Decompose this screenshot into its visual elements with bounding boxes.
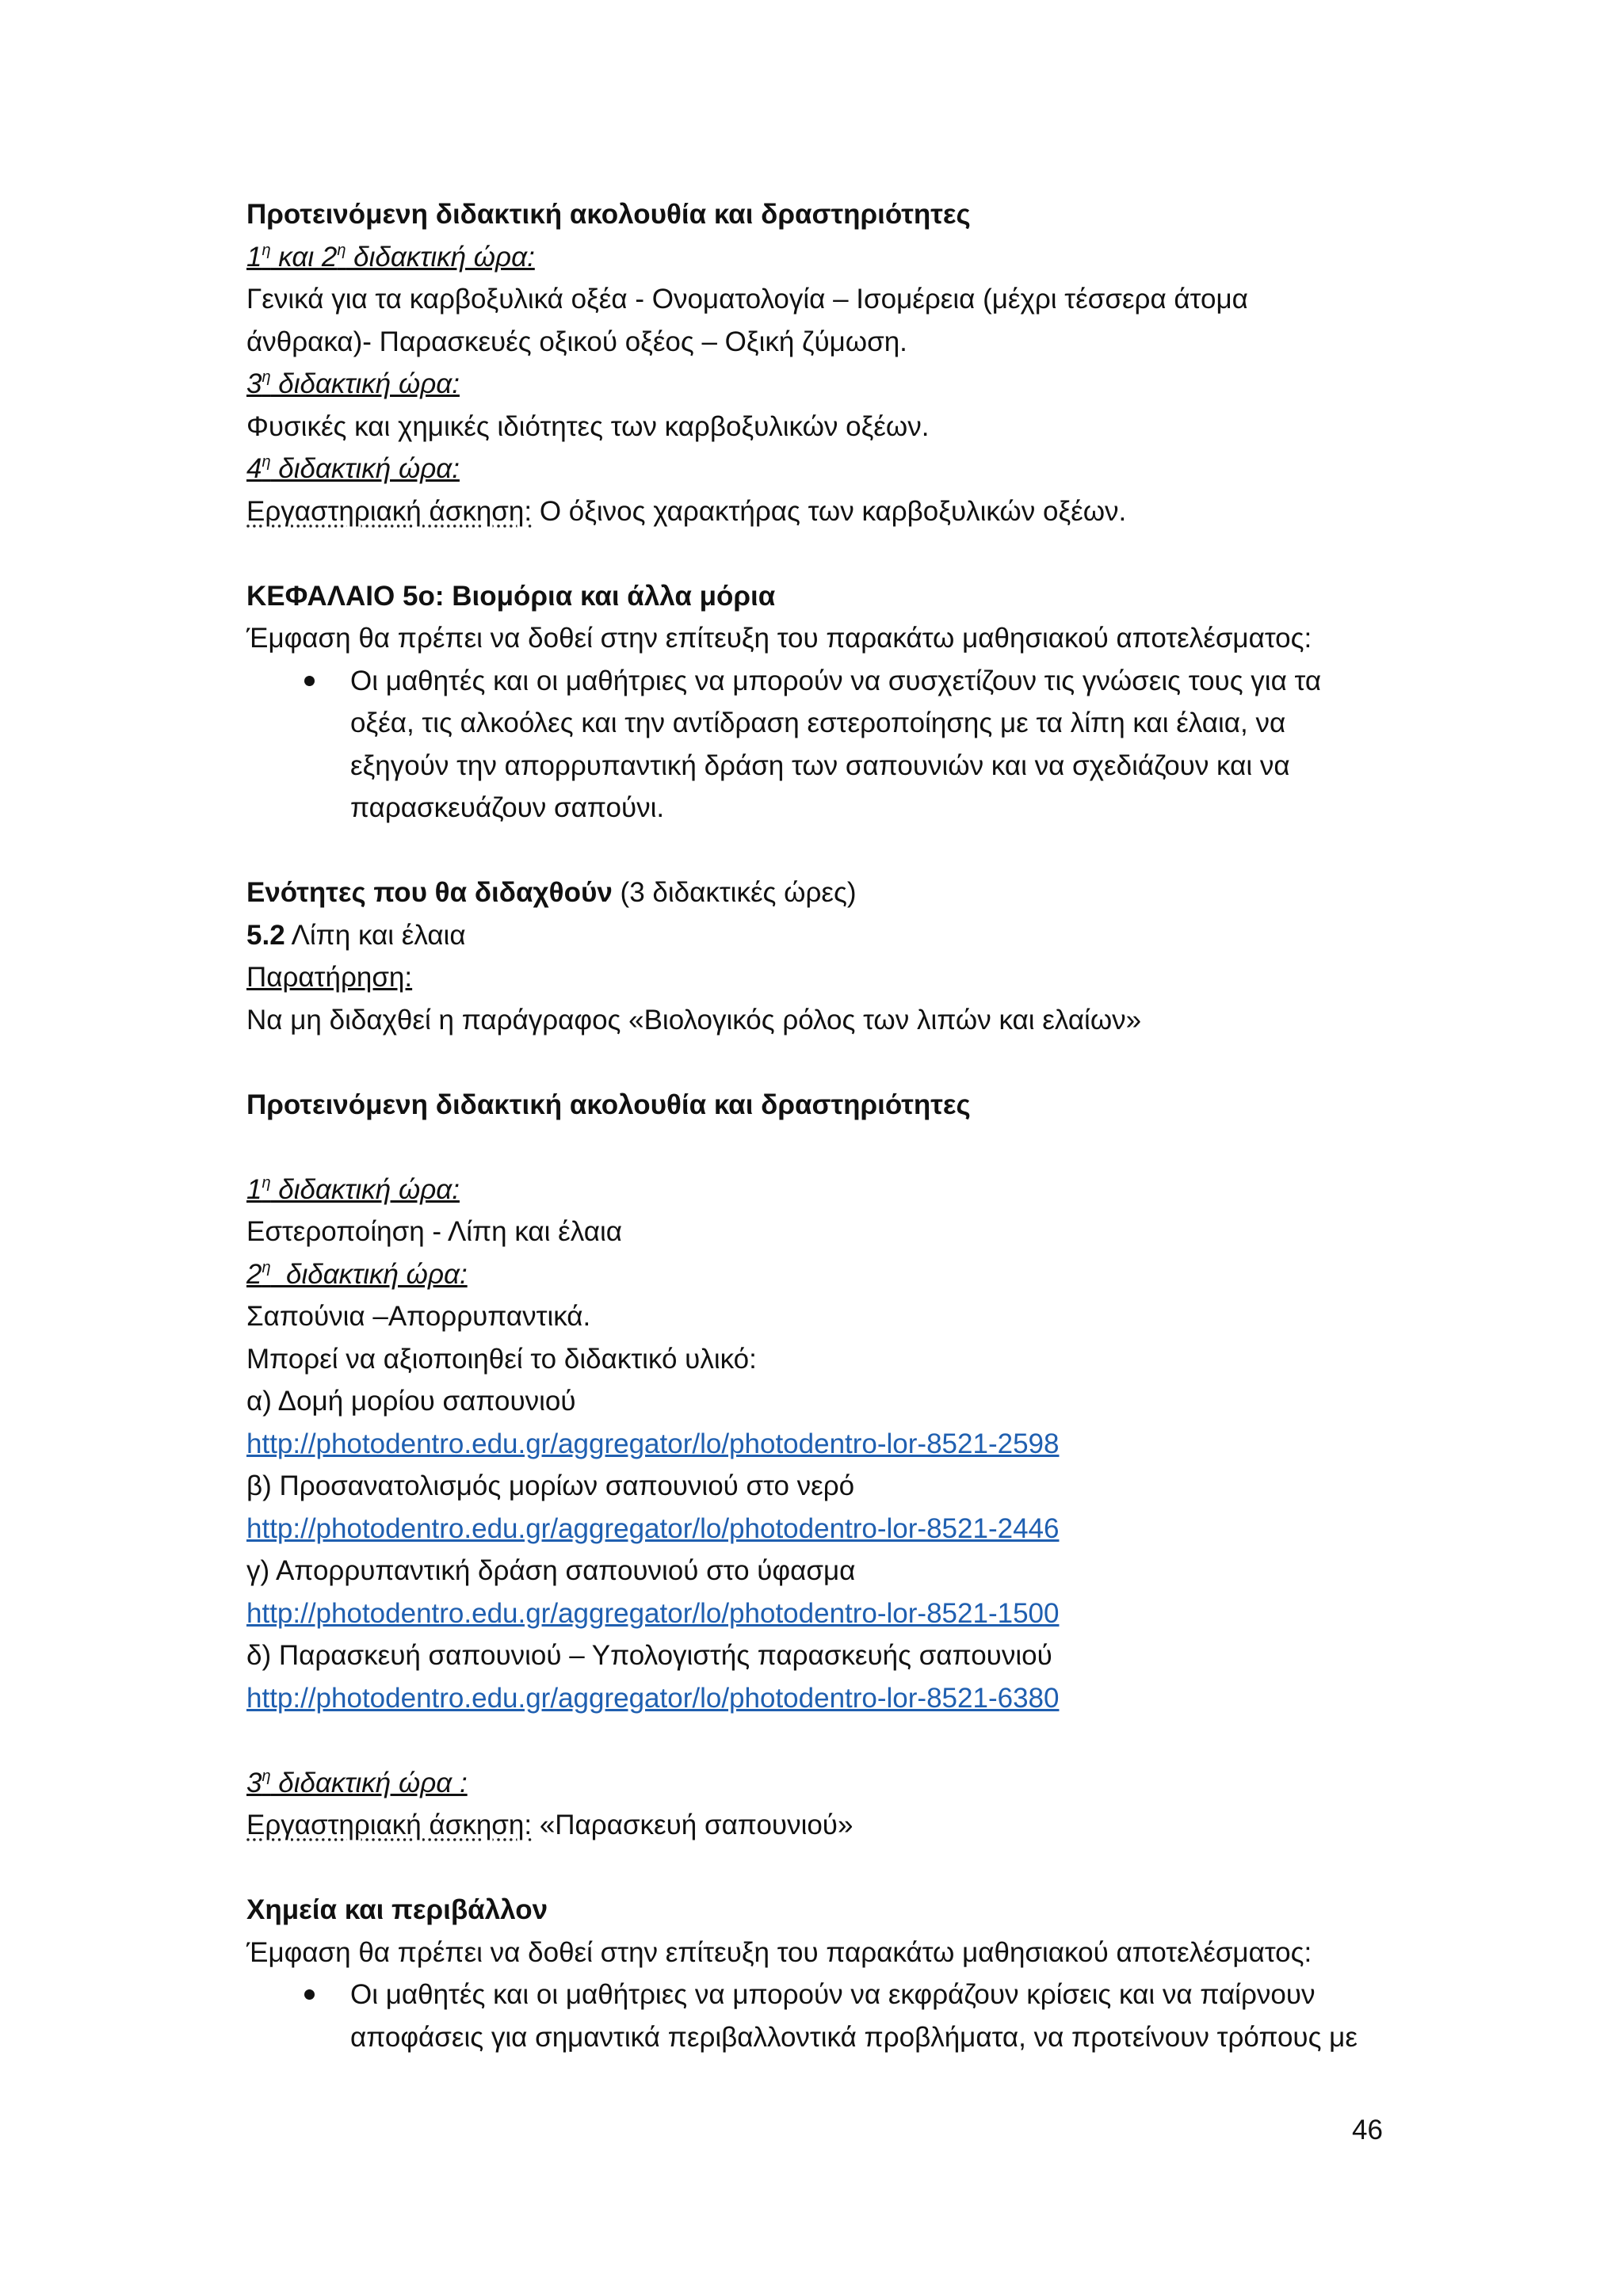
section-heading: Προτεινόμενη διδακτική ακολουθία και δραστηριότητες <box>246 199 971 230</box>
lab-exercise-line: Εργαστηριακή άσκηση: Ο όξινος χαρακτήρας των καρβοξυλικών οξέων. <box>246 495 1127 527</box>
lab-exercise-label: Εργαστηριακή άσκηση: <box>246 495 533 527</box>
bullet-item: Οι μαθητές και οι μαθήτριες να μπορούν να εκφράζουν κρίσεις και να παίρνουν αποφάσεις για σημαντικά περιβαλλοντικά προβλήματα, να προτείνουν τρόπους με <box>246 1974 1396 2058</box>
emphasis-text: Έμφαση θα πρέπει να δοθεί στην επίτευξη του παρακάτω μαθησιακού αποτελέσματος: <box>246 1936 1312 1968</box>
units-line: Ενότητες που θα διδαχθούν (3 διδακτικές ώρες) <box>246 877 857 908</box>
teaching-hour-label: $4^\eta$ διδακτική ώρα: <box>246 453 460 484</box>
section-heading: Χημεία και περιβάλλον <box>246 1894 548 1925</box>
material-link[interactable]: http://photodentro.edu.gr/aggregator/lo/photodentro-lor-8521-6380 <box>246 1682 1060 1714</box>
teaching-hour-label: $3^\eta$ διδακτική ώρα : <box>246 1767 468 1798</box>
page-number: 46 <box>1352 2115 1383 2145</box>
lab-exercise-line: Εργαστηριακή άσκηση: «Παρασκευή σαπουνιού» <box>246 1810 854 1840</box>
material-label: δ) Παρασκευή σαπουνιού – Υπολογιστής παρασκευής σαπουνιού <box>246 1640 1052 1671</box>
teaching-hour-label: $1^\eta$ διδακτική ώρα: <box>246 1173 460 1205</box>
bullet-icon <box>304 1989 315 2000</box>
emphasis-text: Έμφαση θα πρέπει να δοθεί στην επίτευξη του παρακάτω μαθησιακού αποτελέσματος: <box>246 623 1312 654</box>
bullet-icon <box>304 676 315 686</box>
paragraph-text: Γενικά για τα καρβοξυλικά οξέα - Ονοματολογία – Ισομέρεια (μέχρι τέσσερα άτομα <box>246 284 1248 315</box>
unit-line: 5.2 Λίπη και έλαια <box>246 919 466 951</box>
material-link[interactable]: http://photodentro.edu.gr/aggregator/lo/photodentro-lor-8521-2446 <box>246 1512 1060 1544</box>
lab-exercise-label: Εργαστηριακή άσκηση: <box>246 1810 533 1840</box>
chapter-heading: ΚΕΦΑΛΑΙΟ 5ο: Βιομόρια και άλλα μόρια <box>246 580 776 612</box>
paragraph-text: Σαπούνια –Απορρυπαντικά. <box>246 1301 591 1332</box>
teaching-hour-label: $1^\eta$ και $2^\eta$ διδακτική ώρα: <box>246 241 535 273</box>
paragraph-text: άνθρακα)- Παρασκευές οξικού οξέος – Οξική ζύμωση. <box>246 326 907 357</box>
note-text: Να μη διδαχθεί η παράγραφος «Βιολογικός ρόλος των λιπών και ελαίων» <box>246 1004 1142 1035</box>
page-content <box>246 193 1396 2058</box>
material-label: γ) Απορρυπαντική δράση σαπουνιού στο ύφασμα <box>246 1555 856 1586</box>
section-heading: Προτεινόμενη διδακτική ακολουθία και δραστηριότητες <box>246 1089 971 1120</box>
material-label: β) Προσανατολισμός μορίων σαπουνιού στο νερό <box>246 1470 855 1501</box>
note-label: Παρατήρηση: <box>246 962 413 993</box>
material-link[interactable]: http://photodentro.edu.gr/aggregator/lo/photodentro-lor-8521-2598 <box>246 1428 1060 1459</box>
paragraph-text: Εστεροποίηση - Λίπη και έλαια <box>246 1216 622 1247</box>
paragraph-text: Μπορεί να αξιοποιηθεί το διδακτικό υλικό: <box>246 1343 757 1375</box>
teaching-hour-label: $3^\eta$ διδακτική ώρα: <box>246 368 460 399</box>
paragraph-text: Φυσικές και χημικές ιδιότητες των καρβοξυλικών οξέων. <box>246 410 930 442</box>
bullet-item: Οι μαθητές και οι μαθήτριες να μπορούν να συσχετίζουν τις γνώσεις τους για τα οξέα, τις αλκοόλες και την αντίδραση εστεροποίησης με τα λίπη και έλαια, να εξηγούν την απορρυπαντική δράση των σαπουνιών και να σχεδιάζουν και να παρασκευάζουν σαπούνι. <box>246 660 1396 830</box>
material-link[interactable]: http://photodentro.edu.gr/aggregator/lo/photodentro-lor-8521-1500 <box>246 1597 1060 1629</box>
material-label: α) Δομή μορίου σαπουνιού <box>246 1386 576 1417</box>
teaching-hour-label: $2^\eta$ διδακτική ώρα: <box>246 1258 468 1290</box>
